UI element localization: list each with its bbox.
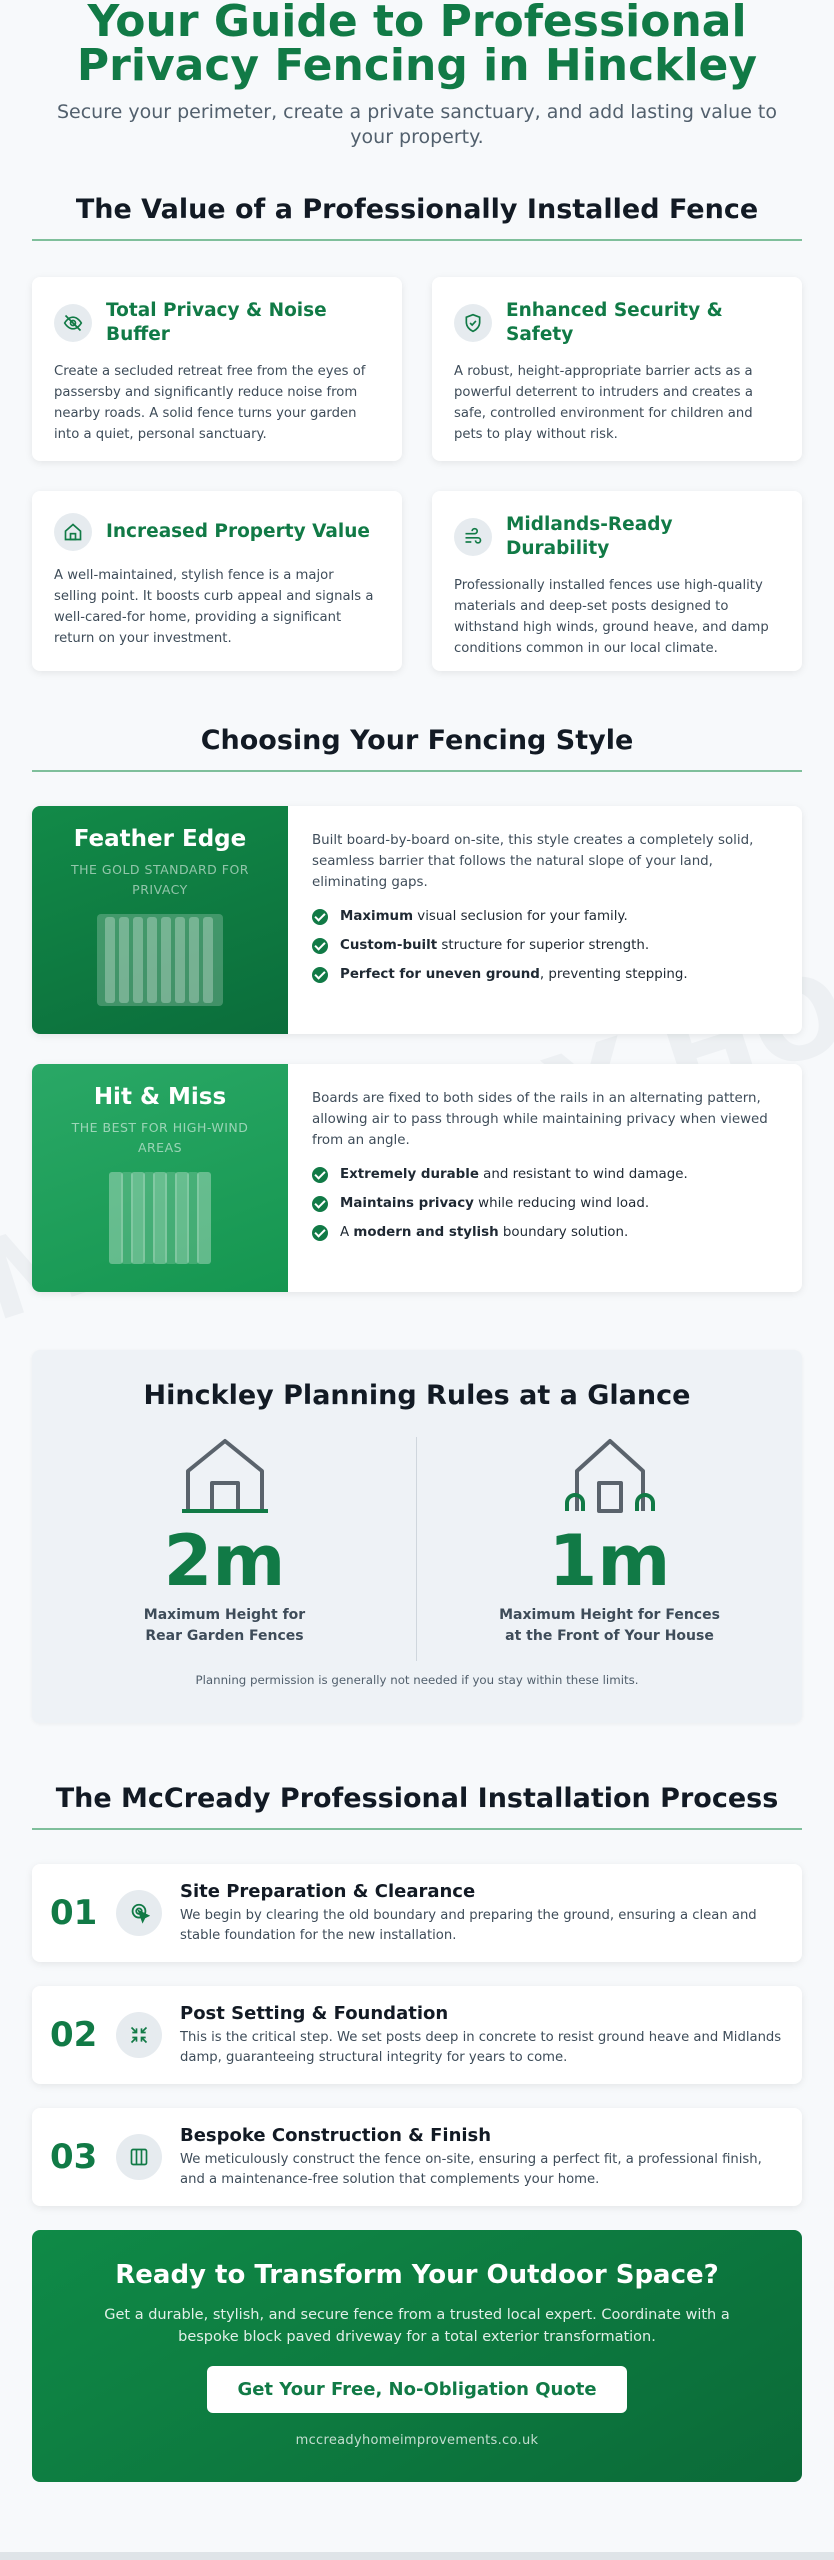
cta-text: Get a durable, stylish, and secure fence from a trusted local expert. Coordinate with a bespoke block paved driveway for a total exterior transformation. [104, 2307, 730, 2345]
value-card-durability [432, 491, 802, 671]
wind-icon [454, 518, 492, 556]
card-title: Enhanced Security & Safety [506, 300, 723, 345]
pointer-icon [116, 1890, 162, 1936]
rear-height-value: 2m [163, 1520, 286, 1602]
style-name: Hit & Miss [93, 1084, 227, 1110]
style-features [312, 907, 778, 984]
style-card-hit-miss [32, 1064, 802, 1292]
value-card-privacy [32, 277, 402, 461]
hero-subtitle: Secure your perimeter, create a private sanctuary, and add lasting value to your property. [56, 101, 778, 148]
title-line-2: Privacy Fencing in Hinckley [76, 40, 758, 91]
check-circle-icon [312, 1225, 328, 1241]
style-name: Feather Edge [73, 826, 247, 852]
title-line-1: Your Guide to Professional [87, 0, 747, 47]
step-number: 02 [50, 2015, 98, 2055]
process-step [32, 1986, 802, 2084]
plan-front [417, 1435, 802, 1647]
page-title [32, 0, 802, 91]
planning-title: Hinckley Planning Rules at a Glance [143, 1380, 691, 1411]
process-section-title: The McCready Professional Installation Process [32, 1783, 802, 1830]
style-tagline: THE GOLD STANDARD FOR PRIVACY [71, 862, 249, 897]
rear-house-icon [180, 1435, 270, 1513]
front-height-label: Maximum Height for Fences at the Front of Your House [499, 1607, 720, 1644]
check-circle-icon [312, 938, 328, 954]
card-title: Total Privacy & Noise Buffer [106, 300, 327, 345]
value-card-security [432, 277, 802, 461]
step-text: We begin by clearing the old boundary and preparing the ground, ensuring a clean and stable foundation for the new installation. [180, 1907, 757, 1943]
columns-icon [116, 2134, 162, 2180]
check-circle-icon [312, 909, 328, 925]
step-text: We meticulously construct the fence on-site, ensuring a perfect fit, a professional finish, and a maintenance-free solution that complements your home. [180, 2151, 762, 2187]
value-cards [32, 277, 802, 671]
feature-item: Perfect for uneven ground, preventing stepping. [312, 965, 778, 984]
planning-note: Planning permission is generally not needed if you stay within these limits. [195, 1673, 639, 1687]
check-circle-icon [312, 1196, 328, 1212]
style-description: Built board-by-board on-site, this style creates a completely solid, seamless barrier that follows the natural slope of your land, eliminating gaps. [312, 833, 754, 890]
front-height-value: 1m [548, 1520, 671, 1602]
hit-miss-fence-icon [32, 1172, 288, 1264]
check-circle-icon [312, 967, 328, 983]
style-header [32, 1064, 288, 1292]
feature-item: Custom-built structure for superior strength. [312, 936, 778, 955]
planning-rules [32, 1350, 802, 1723]
front-house-icon [565, 1435, 655, 1513]
value-section-title: The Value of a Professionally Installed Fence [32, 194, 802, 241]
style-details [288, 806, 802, 1034]
style-tagline: THE BEST FOR HIGH-WIND AREAS [71, 1120, 249, 1155]
plan-rear [32, 1435, 417, 1647]
card-title: Midlands-Ready Durability [506, 514, 673, 559]
eye-slash-icon [54, 304, 92, 342]
step-title: Post Setting & Foundation [180, 2002, 449, 2024]
feature-item: Maintains privacy while reducing wind load. [312, 1194, 778, 1213]
cta-title: Ready to Transform Your Outdoor Space? [115, 2260, 719, 2290]
shield-check-icon [454, 304, 492, 342]
compress-icon [116, 2012, 162, 2058]
card-text: Create a secluded retreat free from the eyes of passersby and significantly reduce noise from nearby roads. A solid fence turns your garden into a quiet, personal sanctuary. [54, 364, 366, 442]
styles-section-title: Choosing Your Fencing Style [32, 725, 802, 772]
process-step [32, 2108, 802, 2206]
value-card-property [32, 491, 402, 671]
quote-button[interactable]: Get Your Free, No-Obligation Quote [207, 2366, 626, 2413]
feature-item: Extremely durable and resistant to wind damage. [312, 1165, 778, 1184]
step-number: 01 [50, 1893, 98, 1933]
cta-banner [32, 2230, 802, 2482]
website-link[interactable]: mccreadyhomeimprovements.co.uk [295, 2433, 539, 2448]
step-title: Bespoke Construction & Finish [180, 2124, 492, 2146]
card-text: A robust, height-appropriate barrier acts as a powerful deterrent to intruders and creates a safe, controlled environment for children and pets to play without risk. [454, 364, 753, 442]
process-steps [32, 1864, 802, 2206]
card-title: Increased Property Value [106, 521, 370, 542]
step-text: This is the critical step. We set posts deep in concrete to resist ground heave and Midlands damp, guaranteeing structural integrity for years to come. [180, 2029, 782, 2065]
hero [32, 0, 802, 150]
style-description: Boards are fixed to both sides of the rails in an alternating pattern, allowing air to pass through while maintaining privacy when viewed from an angle. [312, 1091, 768, 1148]
style-header [32, 806, 288, 1034]
feather-edge-fence-icon [32, 914, 288, 1006]
divider [416, 1437, 417, 1661]
style-details [288, 1064, 802, 1292]
card-text: Professionally installed fences use high-quality materials and deep-set posts designed to withstand high winds, ground heave, and damp conditions common in our local climate. [454, 578, 769, 656]
style-card-feather-edge [32, 806, 802, 1034]
house-icon [54, 513, 92, 551]
feature-item: Maximum visual seclusion for your family. [312, 907, 778, 926]
check-circle-icon [312, 1167, 328, 1183]
footer-band [0, 2552, 834, 2560]
step-title: Site Preparation & Clearance [180, 1880, 476, 1902]
card-text: A well-maintained, stylish fence is a major selling point. It boosts curb appeal and signals a well-cared-for home, providing a significant return on your investment. [54, 568, 374, 646]
rear-height-label: Maximum Height for Rear Garden Fences [143, 1607, 306, 1644]
process-step [32, 1864, 802, 1962]
style-features [312, 1165, 778, 1242]
feature-item: A modern and stylish boundary solution. [312, 1223, 778, 1242]
step-number: 03 [50, 2137, 98, 2177]
